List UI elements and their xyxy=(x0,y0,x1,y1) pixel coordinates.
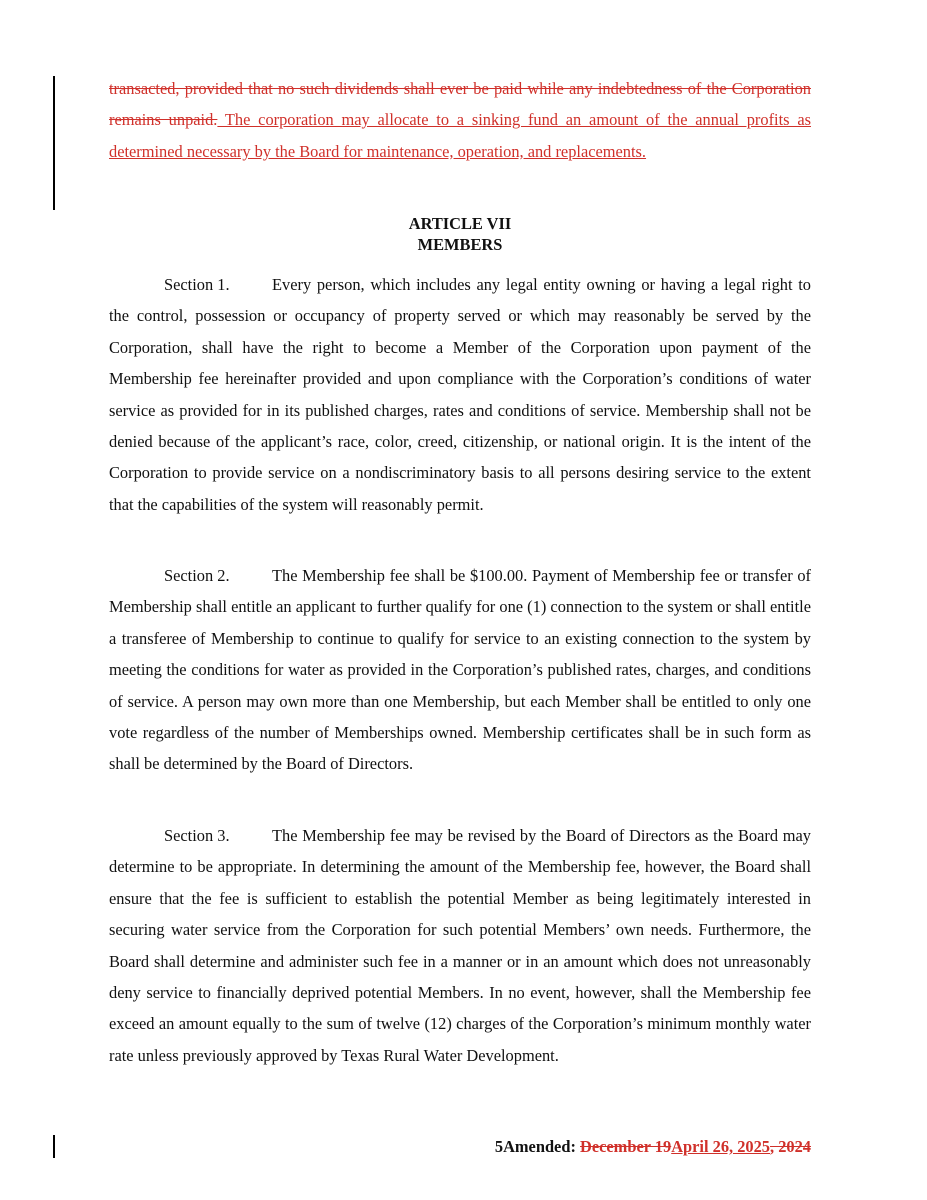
amended-label: Amended: xyxy=(503,1137,581,1156)
deleted-date: December 19 xyxy=(580,1137,672,1156)
change-bar-footer xyxy=(53,1135,55,1158)
inserted-date: April 26, 2025 xyxy=(671,1137,771,1156)
section-label: Section 3. xyxy=(164,826,230,845)
deleted-year: , 2024 xyxy=(770,1137,811,1156)
section-paragraph xyxy=(109,560,811,780)
section-text: The Membership fee shall be $100.00. Payment of Membership fee or transfer of Membership shall entitle an applicant to further qualify for one (1) connection to the system or shall entitle a transferee of Membership to continue to qualify for service to an existing connection to the system by meeting the conditions for water as provided in the Corporation’s published rates, charges, and conditions of service. A person may own more than one Membership, but each Member shall be entitled to only one vote regardless of the number of Memberships owned. Membership certificates shall be in such form as shall be determined by the Board of Directors. xyxy=(109,566,811,774)
section-1 xyxy=(109,269,811,520)
page-footer xyxy=(495,1136,811,1158)
paragraph-text xyxy=(109,73,811,167)
article-title: MEMBERS xyxy=(417,235,503,254)
article-number: ARTICLE VII xyxy=(408,214,512,233)
section-text: Every person, which includes any legal entity owning or having a legal right to the control, possession or occupancy of property served or which may reasonably be served by the Corporation, shall have the right to become a Member of the Corporation upon payment of the Membership fee hereinafter provided and upon compliance with the Corporation’s conditions of water service as provided for in its published charges, rates and conditions of service. Membership shall not be denied because of the applicant’s race, color, creed, citizenship, or national origin. It is the intent of the Corporation to provide service on a nondiscriminatory basis to all persons desiring service to the extent that the capabilities of the system will reasonably permit. xyxy=(109,275,811,514)
section-paragraph xyxy=(109,269,811,520)
tracked-change-paragraph xyxy=(109,73,811,167)
section-label: Section 2. xyxy=(164,566,230,585)
page-number: 5 xyxy=(494,1137,504,1156)
section-2 xyxy=(109,560,811,780)
inserted-text: The corporation may allocate to a sinking fund an amount of the annual profits as determined necessary by the Board for maintenance, operation, and replacements. xyxy=(109,110,811,161)
article-heading xyxy=(109,213,811,255)
section-label: Section 1. xyxy=(164,275,230,294)
section-text: The Membership fee may be revised by the Board of Directors as the Board may determine to be appropriate. In determining the amount of the Membership fee, however, the Board shall ensure that the fee is sufficient to establish the potential Member as being legitimately interested in securing water service from the Corporation for such potential Members’ own needs. Furthermore, the Board shall determine and administer such fee in a manner or in an amount which does not unreasonably deny service to financially deprived potential Members. In no event, however, shall the Membership fee exceed an amount equally to the sum of twelve (12) charges of the Corporation’s minimum monthly water rate unless previously approved by Texas Rural Water Development. xyxy=(109,826,811,1065)
change-bar-top xyxy=(53,76,55,210)
deleted-text: transacted, provided that no such dividends shall ever be paid while any indebtedness of the Corporation remains unpaid. xyxy=(109,79,811,130)
section-paragraph xyxy=(109,820,811,1071)
section-3 xyxy=(109,820,811,1071)
